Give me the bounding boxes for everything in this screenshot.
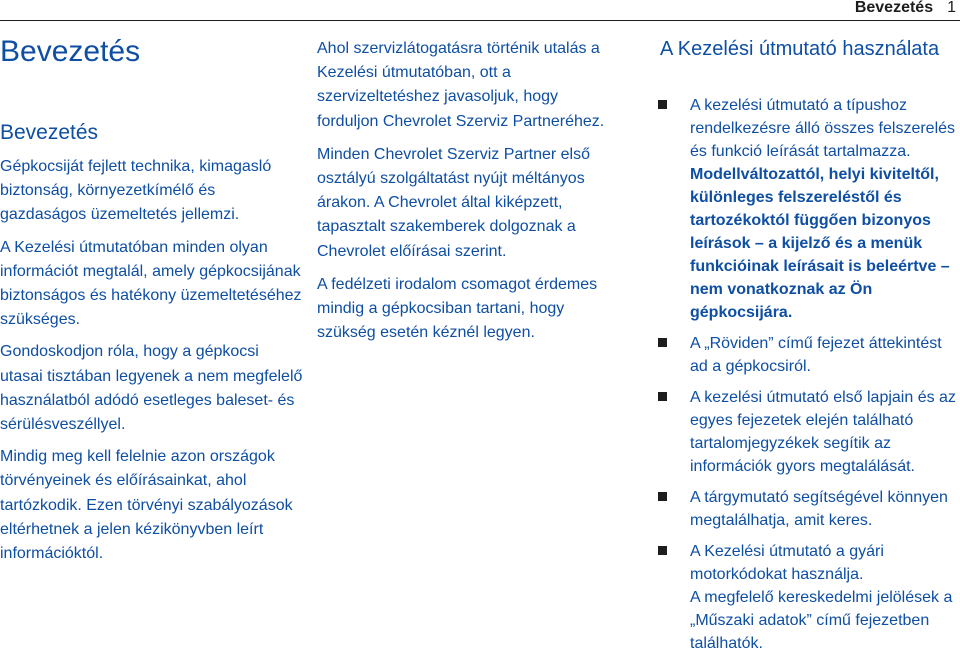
paragraph: Gondoskodjon róla, hogy a gépkocsi utasai tisztában legyenek a nem megfelelő használatból adódó esetleges baleset- és sérülésveszéllyel. bbox=[0, 343, 303, 434]
bullet-bold-text: Modellváltozattól, helyi kiviteltől, különleges felszereléstől és tartozékoktól függően bizonyos leírások – a kijelző és a menük funkcióinak leírásait is beleértve – nem vonatkoznak az Ön gépkocsijára. bbox=[690, 166, 950, 321]
running-header bbox=[855, 0, 956, 17]
bullet-text: A Kezelési útmutató a gyári motorkódokat használja. bbox=[690, 543, 884, 583]
chapter-title: Bevezetés bbox=[0, 35, 141, 68]
paragraph: Mindig meg kell felelnie azon országok törvényeinek és előírásainkat, ahol tartózkodik. Ezen törvényi szabályozások eltérhetnek a jelen kézikönyvben leírt információktól. bbox=[0, 448, 293, 563]
square-bullet-icon bbox=[658, 100, 667, 109]
bullet-text: A „Röviden” című fejezet áttekintést ad a gépkocsiról. bbox=[690, 335, 942, 375]
paragraph: A Kezelési útmutatóban minden olyan információt megtalál, amely gépkocsijának biztonságos és hatékony üzemeltetéséhez szükséges. bbox=[0, 238, 302, 329]
paragraph: Gépkocsiját fejlett technika, kimagasló biztonság, környezetkímélő és gazdaságos üzemeltetés jellemzi. bbox=[0, 158, 272, 224]
header-divider bbox=[0, 20, 960, 21]
page-header bbox=[0, 0, 960, 20]
square-bullet-icon bbox=[658, 338, 667, 347]
paragraph: Ahol szervizlátogatásra történik utalás a Kezelési útmutatóban, ott a szervizeltetéshez javasoljuk, hogy forduljon Chevrolet Szerviz Partneréhez. bbox=[317, 40, 605, 130]
bullet-text: A kezelési útmutató első lapjain és az egyes fejezetek elején található tartalomjegyzékek segítik az információk gyors megtalálását. bbox=[690, 389, 956, 475]
bullet-text: A tárgymutató segítségével könnyen megtalálhatja, amit keres. bbox=[690, 489, 948, 529]
list-item bbox=[652, 486, 960, 532]
square-bullet-icon bbox=[658, 546, 667, 555]
header-section-title: Bevezetés bbox=[854, 0, 934, 16]
usage-bullet-list bbox=[652, 94, 960, 663]
paragraph: Minden Chevrolet Szerviz Partner első osztályú szolgáltatást nyújt méltányos árakon. A Chevrolet által kiképzett, tapasztalt szakemberek dolgoznak a Chevrolet előírásai szerint. bbox=[317, 145, 591, 260]
bullet-extra-text: A megfelelő kereskedelmi jelölések a „Műszaki adatok” című fejezetben találhatók. bbox=[690, 589, 953, 652]
section-title: Bevezetés bbox=[0, 121, 99, 144]
intro-text bbox=[0, 155, 305, 574]
list-item bbox=[652, 94, 960, 324]
service-text bbox=[317, 37, 622, 354]
list-item bbox=[652, 386, 960, 478]
square-bullet-icon bbox=[658, 392, 667, 401]
square-bullet-icon bbox=[658, 492, 667, 501]
page-number: 1 bbox=[947, 0, 956, 16]
list-item bbox=[652, 540, 960, 655]
bullet-text: A kezelési útmutató a típushoz rendelkezésre álló összes felszerelés és funkció leírását tartalmazza. bbox=[690, 97, 956, 160]
usage-section-title: A Kezelési útmutató használata bbox=[660, 38, 940, 60]
paragraph: A fedélzeti irodalom csomagot érdemes mindig a gépkocsiban tartani, hogy szükség esetén kéznél legyen. bbox=[317, 275, 598, 342]
list-item bbox=[652, 332, 960, 378]
